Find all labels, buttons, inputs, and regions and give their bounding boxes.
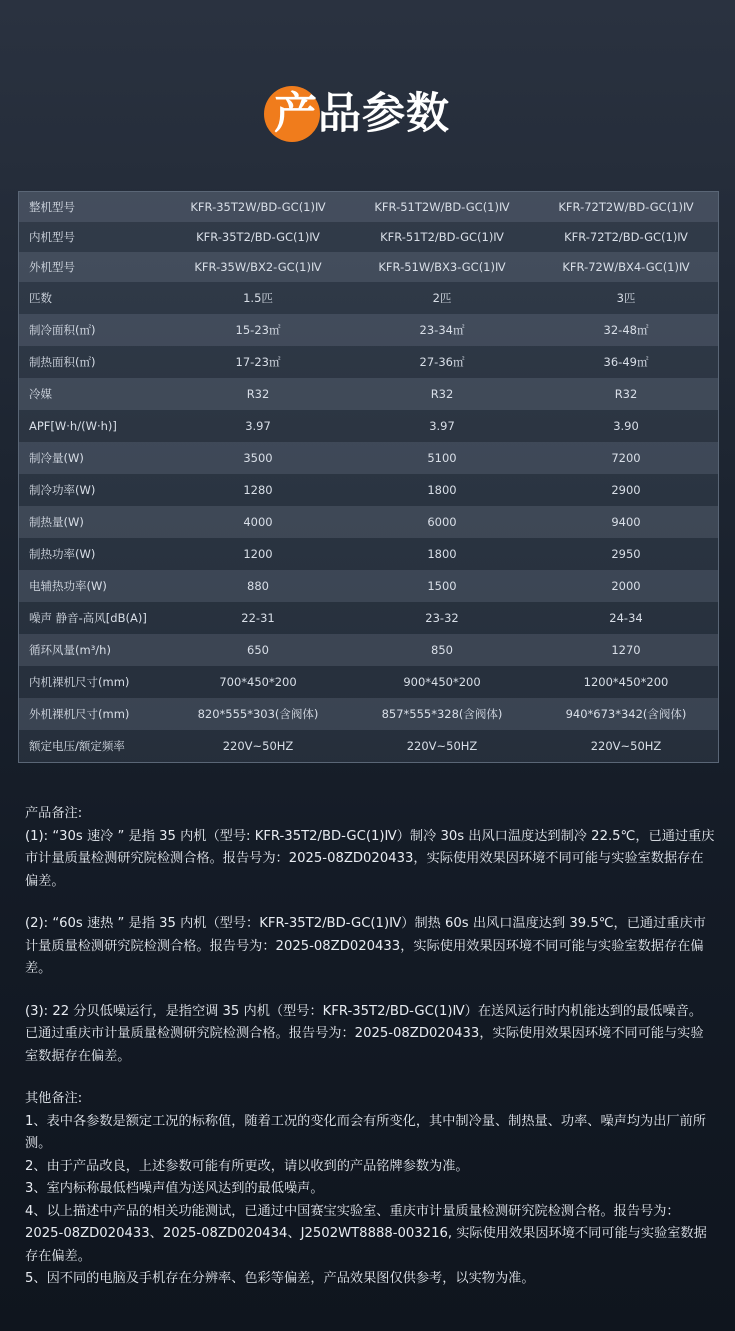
row-label: 内机型号 xyxy=(19,222,167,252)
product-note-3: (3): 22 分贝低噪运行，是指空调 35 内机（型号：KFR-35T2/BD-GC(1)Ⅳ）在送风运行时内机能达到的最低噪音。已通过重庆市计量质量检测研究院检测合格。报告号为：2025-08ZD020433，实际使用效果因环境不同可能与实验室数据存在偏差。 xyxy=(25,1003,704,1064)
cell-value: 5100 xyxy=(350,442,534,474)
page-header xyxy=(0,80,735,150)
cell-value: 17-23㎡ xyxy=(166,346,350,378)
row-label: 外机型号 xyxy=(19,252,167,282)
table-row xyxy=(19,570,719,602)
cell-value: 22-31 xyxy=(166,602,350,634)
row-label: 制热功率(W) xyxy=(19,538,167,570)
cell-value: 2000 xyxy=(534,570,719,602)
table-row xyxy=(19,634,719,666)
other-note-1: 1、表中各参数是额定工况的标称值，随着工况的变化而会有所变化，其中制冷量、制热量、功率、噪声均为出厂前所测。 xyxy=(25,1113,706,1151)
cell-value: 15-23㎡ xyxy=(166,314,350,346)
cell-value: 880 xyxy=(166,570,350,602)
other-note-2: 2、由于产品改良，上述参数可能有所更改，请以收到的产品铭牌参数为准。 xyxy=(25,1158,469,1174)
row-label: 整机型号 xyxy=(19,192,167,223)
product-notes-heading: 产品备注: xyxy=(25,806,83,821)
cell-value: 220V~50HZ xyxy=(350,730,534,763)
table-row xyxy=(19,602,719,634)
cell-value: 220V~50HZ xyxy=(166,730,350,763)
spec-table xyxy=(18,191,719,763)
cell-value: 6000 xyxy=(350,506,534,538)
cell-value: 3.97 xyxy=(166,410,350,442)
cell-value: 23-32 xyxy=(350,602,534,634)
cell-value: KFR-35T2/BD-GC(1)Ⅳ xyxy=(166,222,350,252)
cell-value: R32 xyxy=(350,378,534,410)
table-row xyxy=(19,730,719,763)
cell-value: 9400 xyxy=(534,506,719,538)
row-label: APF[W·h/(W·h)] xyxy=(19,410,167,442)
cell-value: 1270 xyxy=(534,634,719,666)
row-label: 制冷量(W) xyxy=(19,442,167,474)
cell-value: 220V~50HZ xyxy=(534,730,719,763)
table-row xyxy=(19,698,719,730)
row-label: 电辅热功率(W) xyxy=(19,570,167,602)
row-label: 匹数 xyxy=(19,282,167,314)
row-label: 外机裸机尺寸(mm) xyxy=(19,698,167,730)
cell-value: 650 xyxy=(166,634,350,666)
row-label: 冷媒 xyxy=(19,378,167,410)
other-notes-heading: 其他备注: xyxy=(25,1091,83,1106)
cell-value: KFR-72T2W/BD-GC(1)Ⅳ xyxy=(534,192,719,223)
product-note-1: (1): “30s 速冷 ” 是指 35 内机（型号: KFR-35T2/BD-GC(1)Ⅳ）制冷 30s 出风口温度达到制冷 22.5℃，已通过重庆市计量质量检测研究院检测合格。报告号为：2025-08ZD020433，实际使用效果因环境不同可能与实验室数据存在偏差。 xyxy=(25,828,715,889)
cell-value: 36-49㎡ xyxy=(534,346,719,378)
table-row xyxy=(19,506,719,538)
row-label: 额定电压/额定频率 xyxy=(19,730,167,763)
table-row xyxy=(19,538,719,570)
table-row xyxy=(19,314,719,346)
other-note-3: 3、室内标称最低档噪声值为送风达到的最低噪声。 xyxy=(25,1181,324,1196)
cell-value: KFR-51T2W/BD-GC(1)Ⅳ xyxy=(350,192,534,223)
cell-value: KFR-35W/BX2-GC(1)Ⅳ xyxy=(166,252,350,282)
cell-value: KFR-72T2/BD-GC(1)Ⅳ xyxy=(534,222,719,252)
row-label: 噪声 静音-高风[dB(A)] xyxy=(19,602,167,634)
cell-value: 3匹 xyxy=(534,282,719,314)
product-note-2: (2): “60s 速热 ” 是指 35 内机（型号：KFR-35T2/BD-GC(1)Ⅳ）制热 60s 出风口温度达到 39.5℃，已通过重庆市计量质量检测研究院检测合格。报告号为：2025-08ZD020433，实际使用效果因环境不同可能与实验室数据存在偏差。 xyxy=(25,916,706,976)
cell-value: 820*555*303(含阀体) xyxy=(166,698,350,730)
cell-value: 1500 xyxy=(350,570,534,602)
table-row xyxy=(19,252,719,282)
cell-value: 2950 xyxy=(534,538,719,570)
cell-value: 2匹 xyxy=(350,282,534,314)
cell-value: 940*673*342(含阀体) xyxy=(534,698,719,730)
table-row xyxy=(19,346,719,378)
cell-value: 2900 xyxy=(534,474,719,506)
cell-value: 3500 xyxy=(166,442,350,474)
cell-value: 7200 xyxy=(534,442,719,474)
cell-value: 700*450*200 xyxy=(166,666,350,698)
cell-value: 850 xyxy=(350,634,534,666)
cell-value: KFR-51T2/BD-GC(1)Ⅳ xyxy=(350,222,534,252)
row-label: 循环风量(m³/h) xyxy=(19,634,167,666)
cell-value: 1800 xyxy=(350,474,534,506)
cell-value: 900*450*200 xyxy=(350,666,534,698)
cell-value: R32 xyxy=(166,378,350,410)
cell-value: 857*555*328(含阀体) xyxy=(350,698,534,730)
cell-value: 3.90 xyxy=(534,410,719,442)
other-note-5: 5、因不同的电脑及手机存在分辨率、色彩等偏差，产品效果图仅供参考，以实物为准。 xyxy=(25,1271,535,1286)
cell-value: 23-34㎡ xyxy=(350,314,534,346)
cell-value: 1280 xyxy=(166,474,350,506)
cell-value: KFR-51W/BX3-GC(1)Ⅳ xyxy=(350,252,534,282)
notes-section xyxy=(25,803,715,1291)
cell-value: 32-48㎡ xyxy=(534,314,719,346)
cell-value: 4000 xyxy=(166,506,350,538)
cell-value: 1200 xyxy=(166,538,350,570)
row-label: 制冷功率(W) xyxy=(19,474,167,506)
row-label: 制冷面积(㎡) xyxy=(19,314,167,346)
cell-value: 27-36㎡ xyxy=(350,346,534,378)
table-row xyxy=(19,442,719,474)
cell-value: 24-34 xyxy=(534,602,719,634)
table-row xyxy=(19,192,719,223)
table-row xyxy=(19,410,719,442)
page-title: 产品参数 xyxy=(274,89,450,139)
row-label: 制热量(W) xyxy=(19,506,167,538)
cell-value: 3.97 xyxy=(350,410,534,442)
table-row xyxy=(19,222,719,252)
cell-value: KFR-72W/BX4-GC(1)Ⅳ xyxy=(534,252,719,282)
cell-value: KFR-35T2W/BD-GC(1)Ⅳ xyxy=(166,192,350,223)
table-row xyxy=(19,666,719,698)
cell-value: 1200*450*200 xyxy=(534,666,719,698)
row-label: 内机裸机尺寸(mm) xyxy=(19,666,167,698)
table-row xyxy=(19,378,719,410)
table-row xyxy=(19,282,719,314)
cell-value: 1.5匹 xyxy=(166,282,350,314)
cell-value: 1800 xyxy=(350,538,534,570)
other-note-4: 4、以上描述中产品的相关功能测试，已通过中国赛宝实验室、重庆市计量质量检测研究院检测合格。报告号为：2025-08ZD020433、2025-08ZD020434、J2502WT8888-003216, 实际使用效果因环境不同可能与实验室数据存在偏差。 xyxy=(25,1203,707,1264)
table-row xyxy=(19,474,719,506)
row-label: 制热面积(㎡) xyxy=(19,346,167,378)
cell-value: R32 xyxy=(534,378,719,410)
